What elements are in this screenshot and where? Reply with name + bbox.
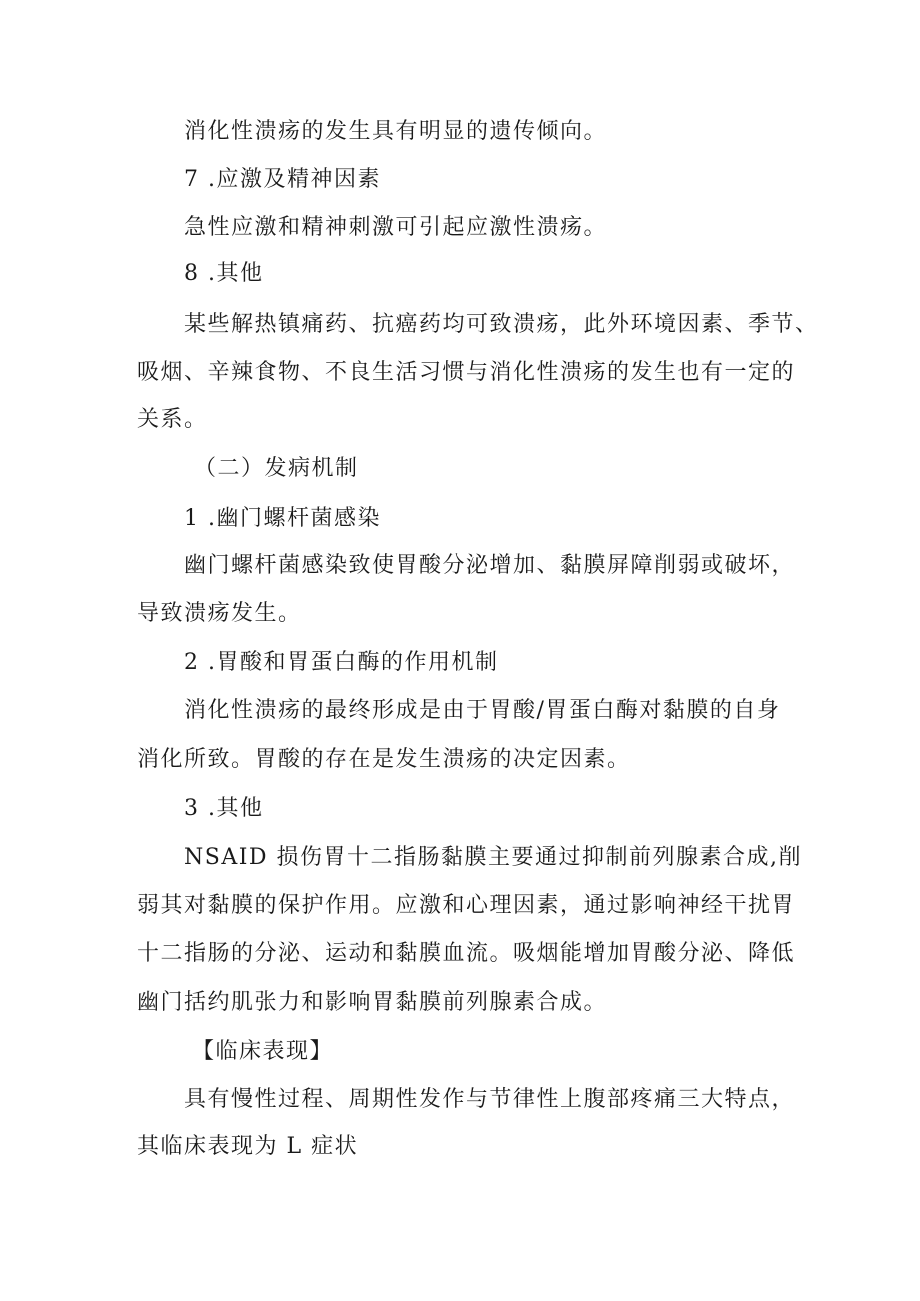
paragraph-other-line-2: 吸烟、辛辣食物、不良生活习惯与消化性溃疡的发生也有一定的 [137,360,796,385]
paragraph-hp-line-1: 幽门螺杆菌感染致使胃酸分泌增加、黏膜屏障削弱或破坏， [184,553,796,578]
heading-gastric-acid: 2 .胃酸和胃蛋白酶的作用机制 [184,650,499,675]
paragraph-nsaid-line-2: 弱其对黏膜的保护作用。应激和心理因素，通过影响神经干扰胃 [137,893,796,918]
paragraph-nsaid-line-1: NSAID 损伤胃十二指肠黏膜主要通过抑制前列腺素合成,削 [184,845,803,870]
section-heading-clinical: 【临床表现】 [192,1039,334,1064]
paragraph-other-line-1: 某些解热镇痛药、抗癌药均可致溃疡，此外环境因素、季节、 [184,312,819,337]
paragraph-nsaid-line-4: 幽门括约肌张力和影响胃黏膜前列腺素合成。 [137,990,608,1015]
paragraph-genetic-tendency: 消化性溃疡的发生具有明显的遗传倾向。 [184,119,608,144]
heading-hp-infection: 1 .幽门螺杆菌感染 [184,506,381,531]
paragraph-acid-line-1: 消化性溃疡的最终形成是由于胃酸/胃蛋白酶对黏膜的自身 [184,698,781,723]
paragraph-other-line-3: 关系。 [137,407,208,432]
paragraph-clinical-line-2: 其临床表现为 L 症状 [137,1134,359,1159]
heading-other-3: 3 .其他 [184,796,264,821]
paragraph-nsaid-line-3: 十二指肠的分泌、运动和黏膜血流。吸烟能增加胃酸分泌、降低 [137,941,796,966]
heading-other-8: 8 .其他 [184,261,264,286]
paragraph-clinical-line-1: 具有慢性过程、周期性发作与节律性上腹部疼痛三大特点， [184,1087,796,1112]
paragraph-stress-ulcer: 急性应激和精神刺激可引起应激性溃疡。 [184,215,608,240]
paragraph-acid-line-2: 消化所致。胃酸的存在是发生溃疡的决定因素。 [137,747,631,772]
paragraph-hp-line-2: 导致溃疡发生。 [137,601,302,626]
section-heading-pathogenesis: （二）发病机制 [194,456,359,481]
heading-stress-factors: 7 .应激及精神因素 [184,167,381,192]
